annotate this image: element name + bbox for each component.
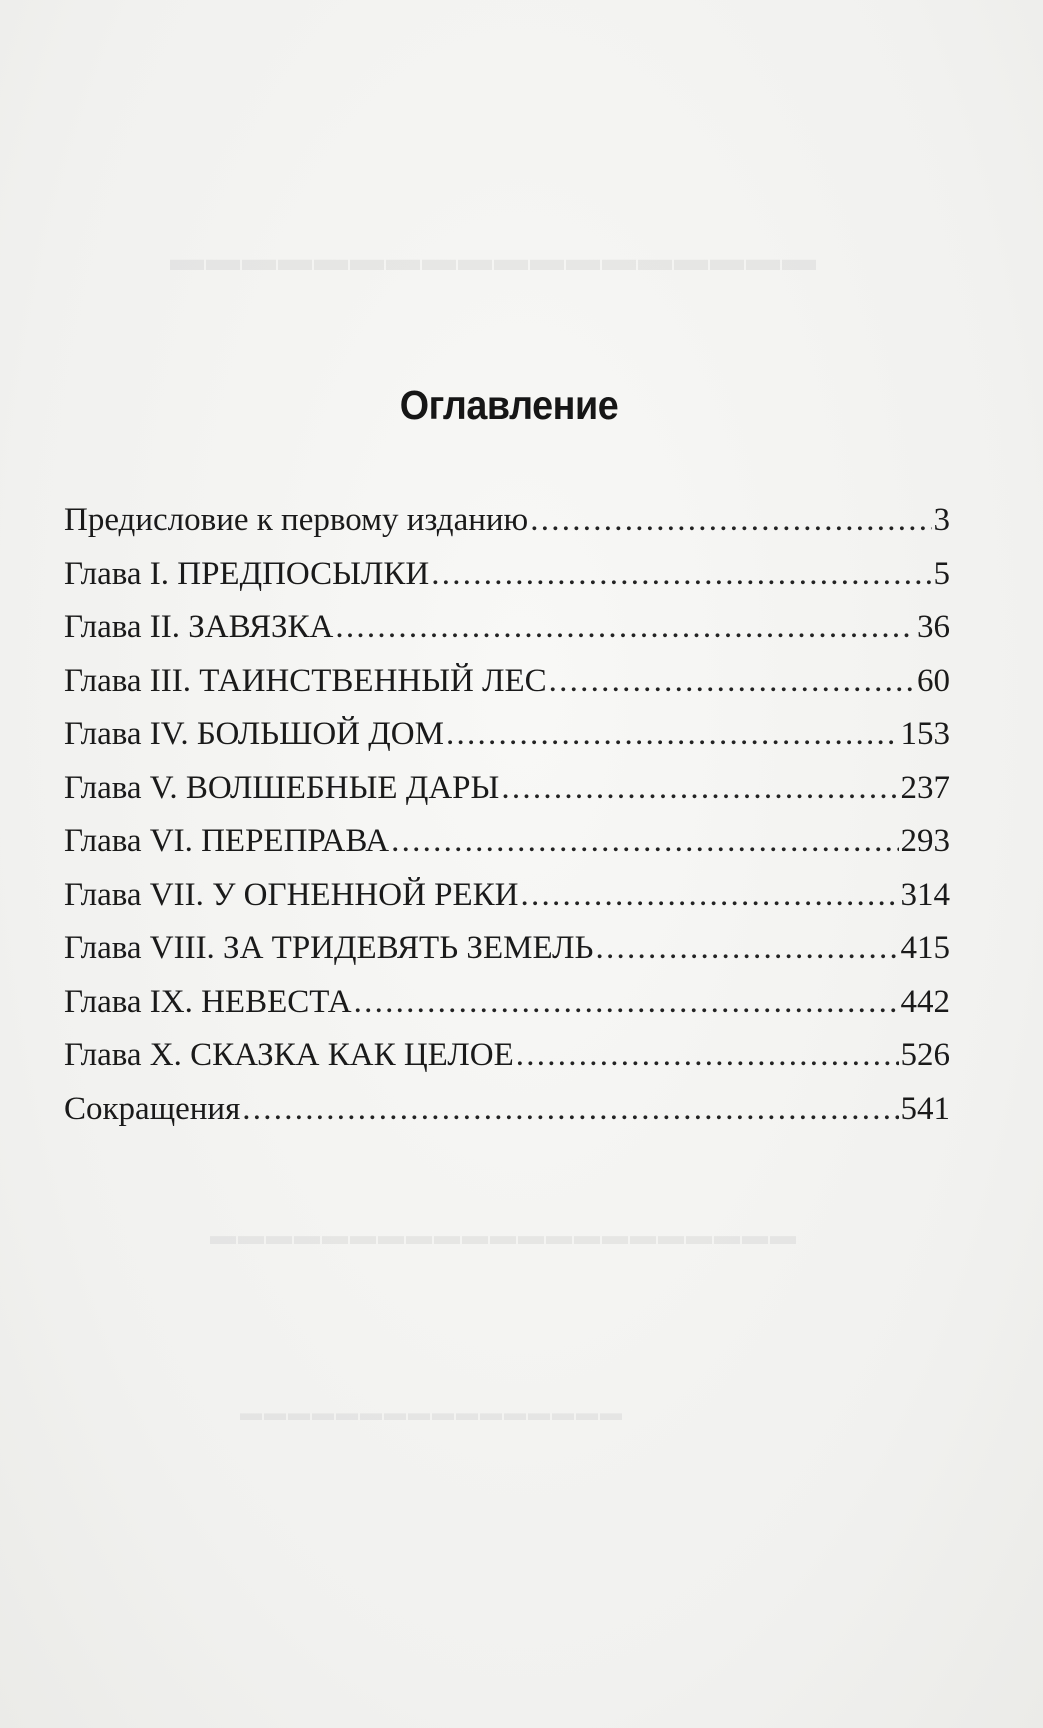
toc-entry-page-number: 541: [900, 1090, 950, 1127]
bleed-through-decoration: ▬▬▬▬▬▬▬▬▬▬▬▬▬▬▬▬▬▬▬▬▬: [210, 1220, 798, 1250]
toc-entry: [64, 548, 950, 602]
toc-entry-page-number: 153: [900, 716, 950, 752]
toc-entry: [64, 815, 950, 869]
toc-dot-leader: [242, 1083, 898, 1137]
toc-dot-leader: [501, 762, 898, 816]
toc-dot-leader: [335, 601, 915, 655]
toc-entry: [64, 762, 950, 816]
toc-entry-label: Глава IX. НЕВЕСТА: [64, 983, 352, 1020]
toc-dot-leader: [521, 869, 899, 923]
toc-entry-label: Предисловие к первому изданию: [64, 502, 529, 538]
toc-entry: [64, 869, 950, 923]
toc-entry-label: Сокращения: [64, 1090, 241, 1127]
toc-dot-leader: [446, 708, 899, 762]
toc-entry: [64, 494, 950, 548]
toc-entry: [64, 976, 950, 1030]
toc-entry-label: Глава V. ВОЛШЕБНЫЕ ДАРЫ: [64, 769, 500, 806]
toc-entry-label: Глава II. ЗАВЯЗКА: [64, 609, 334, 645]
toc-entry-page-number: 3: [933, 502, 950, 538]
toc-dot-leader: [596, 922, 899, 976]
toc-entry-page-number: 293: [900, 823, 950, 859]
toc-entry: [64, 708, 950, 762]
toc-entry-page-number: 237: [900, 769, 950, 806]
toc-entry: [64, 1083, 950, 1137]
toc-dot-leader: [391, 815, 898, 869]
toc-entry-page-number: 442: [900, 983, 950, 1020]
toc-entry-page-number: 5: [933, 555, 950, 592]
toc-dot-leader: [530, 494, 931, 548]
toc-entry: [64, 655, 950, 709]
toc-entry-label: Глава VIII. ЗА ТРИДЕВЯТЬ ЗЕМЕЛЬ: [64, 930, 594, 966]
toc-dot-leader: [549, 655, 915, 709]
toc-entry-page-number: 415: [900, 930, 950, 966]
toc-entry-label: Глава I. ПРЕДПОСЫЛКИ: [64, 555, 430, 592]
toc-entry-label: Глава X. СКАЗКА КАК ЦЕЛОЕ: [64, 1037, 514, 1073]
toc-entry-label: Глава VI. ПЕРЕПРАВА: [64, 823, 390, 859]
toc-entry-page-number: 60: [917, 662, 950, 699]
toc-entry-page-number: 36: [917, 609, 950, 645]
toc-dot-leader: [516, 1029, 899, 1083]
toc-entry-page-number: 526: [900, 1037, 950, 1073]
bleed-through-decoration: ▬▬▬▬▬▬▬▬▬▬▬▬▬▬▬▬▬▬: [170, 240, 818, 278]
toc-entry: [64, 922, 950, 976]
toc-entry: [64, 1029, 950, 1083]
toc-dot-leader: [431, 548, 931, 602]
toc-entry-label: Глава IV. БОЛЬШОЙ ДОМ: [64, 716, 444, 752]
toc-entry-page-number: 314: [900, 876, 950, 913]
toc-entry-label: Глава VII. У ОГНЕННОЙ РЕКИ: [64, 876, 519, 913]
toc-entry-label: Глава III. ТАИНСТВЕННЫЙ ЛЕС: [64, 662, 547, 699]
page-title: Оглавление: [399, 382, 619, 428]
toc-dot-leader: [354, 976, 899, 1030]
toc-entry: [64, 601, 950, 655]
table-of-contents: [64, 494, 950, 1136]
bleed-through-decoration: ▬▬▬▬▬▬▬▬▬▬▬▬▬▬▬▬: [240, 1400, 624, 1425]
